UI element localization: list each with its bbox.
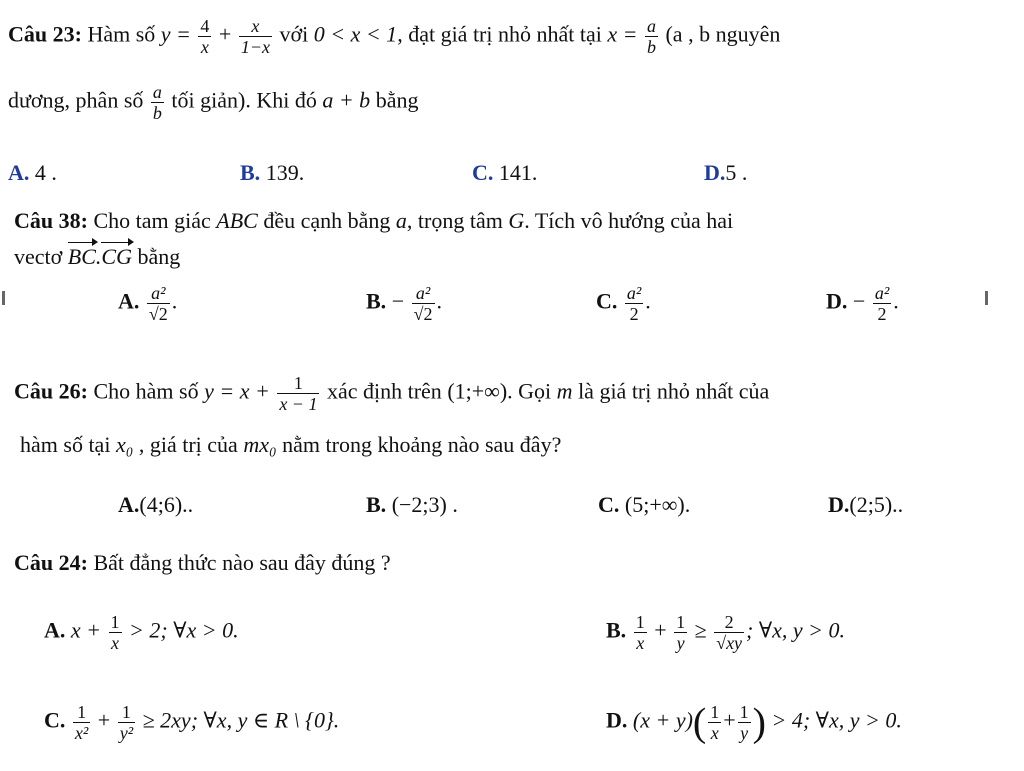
q23-option-b[interactable]: B. 139. — [240, 160, 305, 185]
q23-xeq: x = — [607, 21, 638, 47]
q23-frac4: $\frac{a}{b}$ — [152, 82, 162, 123]
q26-fn: y = x + — [204, 378, 270, 404]
q23-text2: với — [279, 21, 309, 47]
q38-option-c[interactable]: C. $\frac{\text{a²}}{2}$ . — [596, 283, 651, 324]
q26-option-b[interactable]: B. (−2;3) . — [366, 492, 458, 517]
q38-label: Câu 38: — [14, 208, 88, 233]
q26-line2a: hàm số tại — [20, 432, 111, 457]
q23-frac3: $\frac{a}{b}$ — [646, 16, 656, 57]
q38-line2a: vectơ — [14, 244, 63, 269]
q38-abc: ABC — [216, 208, 258, 233]
q23-option-a[interactable]: A. 4 . — [8, 160, 57, 185]
q23-option-d[interactable]: D.5 . — [704, 160, 748, 185]
margin-mark-right — [985, 291, 988, 305]
q23-condition: 0 < x < 1 — [313, 21, 398, 47]
margin-mark-left — [2, 291, 5, 305]
q26-option-d[interactable]: D.(2;5).. — [828, 492, 904, 517]
q26-option-c[interactable]: C. (5;+∞). — [598, 492, 691, 517]
q26-text3: . Gọi — [507, 378, 552, 404]
q26-line2c: nằm trong khoảng nào sau đây? — [282, 432, 562, 457]
q24-label: Câu 24: — [14, 550, 88, 575]
q26-m: m — [556, 378, 573, 404]
q38-option-b[interactable]: B. − $\frac{\text{a²}}{√2}$ . — [366, 283, 442, 324]
q23-apb: a + b — [322, 87, 371, 113]
q23-line2 — [8, 82, 418, 123]
vector-cg: CG — [101, 244, 132, 269]
q23-plus: + — [218, 21, 232, 47]
q38-line2: vectơ BC.CG bằng — [14, 244, 181, 269]
q24-option-d[interactable]: D. (x + y)( $\frac{1}{x}$ + $\frac{1}{y}$ ) > 4; ∀x, y > 0. — [606, 699, 902, 745]
q38-line2b: bằng — [137, 244, 181, 269]
q38-text2: đều cạnh bằng — [263, 208, 391, 233]
q26-text: Cho hàm số — [93, 378, 199, 404]
q38-text: Cho tam giác — [93, 208, 211, 233]
q23-text3: , đạt giá trị nhỏ nhất tại — [397, 21, 602, 47]
q23-text4: (a , b nguyên — [665, 21, 781, 47]
q38-g: G — [508, 208, 525, 233]
q24-text: Bất đẳng thức nào sau đây đúng ? — [93, 550, 391, 575]
q38-a: a — [395, 208, 407, 233]
q38-text4: . Tích vô hướng của hai — [524, 208, 734, 233]
q26-option-a[interactable]: A.(4;6).. — [118, 492, 194, 517]
q38-option-d[interactable]: D. − $\frac{\text{a²}}{2}$ . — [826, 283, 899, 324]
q23-line2a: dương, phân số — [8, 87, 144, 113]
q38-text3: , trọng tâm — [406, 208, 503, 233]
q26-label: Câu 26: — [14, 378, 88, 404]
q23-label: Câu 23: — [8, 21, 82, 47]
q23-frac2: $\frac{x}{1-x}$ — [240, 16, 270, 57]
q23-text: Hàm số — [87, 21, 156, 47]
q23-line2b: tối giản). Khi đó — [171, 87, 317, 113]
q38-option-a[interactable]: A. $\frac{\text{a²}}{√2}$ . — [118, 283, 178, 324]
q23-line2c: bằng — [375, 87, 419, 113]
q26-mx0: mx₀ — [243, 432, 277, 457]
q26-line2 — [20, 432, 561, 458]
q26-line1 — [14, 373, 769, 414]
q26-domain: (1;+∞) — [447, 378, 508, 404]
q23-option-c[interactable]: C. 141. — [472, 160, 538, 185]
q23-frac1: $\frac{4}{x}$ — [200, 16, 210, 57]
vector-bc: BC — [67, 244, 96, 269]
q24-option-a[interactable]: A. x + $\frac{1}{x}$ > 2; ∀x > 0. — [44, 612, 239, 653]
q24-line1 — [14, 550, 391, 576]
q26-text2: xác định trên — [326, 378, 442, 404]
q38-line1 — [14, 208, 733, 234]
q23-line1 — [8, 16, 780, 57]
q26-text4: là giá trị nhỏ nhất của — [578, 378, 770, 404]
q26-x0: x₀ — [115, 432, 134, 457]
q24-option-c[interactable]: C. $\frac{1}{\text{x²}}$ + $\frac{1}{\text{y²}}$ ≥ 2xy; ∀x, y ∈ R \ {0}. — [44, 702, 340, 743]
q26-frac: $\frac{1}{x - 1}$ — [279, 373, 318, 414]
q26-line2b: , giá trị của — [138, 432, 238, 457]
q24-option-b[interactable]: B. $\frac{1}{x}$ + $\frac{1}{y}$ ≥ $\frac{2}{√xy}$ ; ∀x, y > 0. — [606, 612, 846, 653]
q23-fn: y = — [160, 21, 191, 47]
